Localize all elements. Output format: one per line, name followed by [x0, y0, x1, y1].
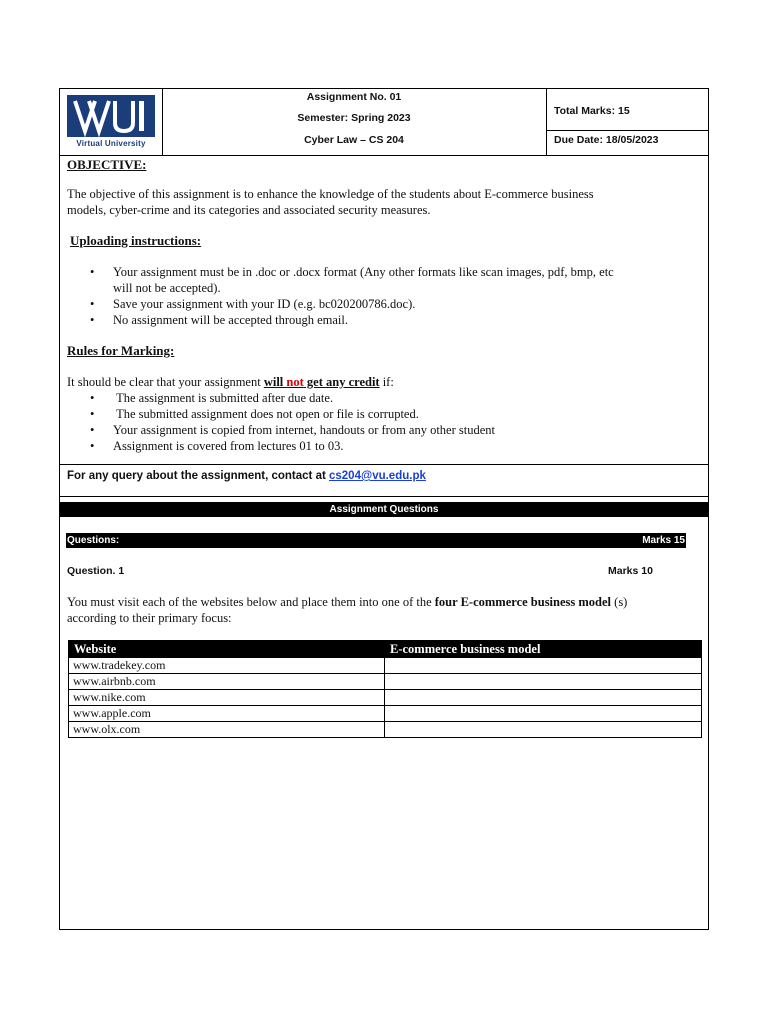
vu-logo-icon — [67, 95, 155, 137]
business-model-header: E-commerce business model — [385, 641, 702, 658]
question-1-text: You must visit each of the websites below and place them into one of the four E-commerce business model (s) — [67, 595, 628, 609]
section-divider — [60, 496, 708, 497]
question-1-text-line-2: according to their primary focus: — [67, 611, 232, 625]
semester: Semester: Spring 2023 — [297, 112, 411, 124]
list-item: • The submitted assignment does not open or file is corrupted. — [90, 406, 495, 422]
assignment-number: Assignment No. 01 — [306, 91, 402, 103]
business-model-cell[interactable] — [385, 658, 702, 674]
uploading-heading: Uploading instructions: — [70, 233, 202, 248]
questions-marks: Marks 15 — [642, 535, 685, 546]
header-table — [60, 89, 708, 156]
objective-line-1: The objective of this assignment is to enhance the knowledge of the students about E-commerce business — [67, 187, 594, 201]
query-line: For any query about the assignment, contact at cs204@vu.edu.pk — [67, 470, 426, 482]
vu-logo — [67, 95, 155, 147]
list-item: • Your assignment is copied from internet, handouts or from any other student — [90, 422, 495, 438]
section-divider — [60, 464, 708, 465]
website-header: Website — [69, 641, 385, 658]
website-cell: www.nike.com — [69, 690, 385, 706]
list-item: • Save your assignment with your ID (e.g. bc020200786.doc). — [90, 296, 614, 312]
assignment-questions-bar: Assignment Questions — [60, 502, 708, 517]
vu-logo-mark — [67, 95, 155, 137]
business-model-cell[interactable] — [385, 690, 702, 706]
total-marks: Total Marks: 15 — [554, 105, 630, 117]
due-date: Due Date: 18/05/2023 — [554, 134, 659, 146]
list-item: • Assignment is covered from lectures 01 to 03. — [90, 438, 495, 454]
website-cell: www.airbnb.com — [69, 674, 385, 690]
list-item: • Your assignment must be in .doc or .docx format (Any other formats like scan images, pdf, bmp, etc will not be accepted). — [90, 264, 614, 296]
assignment-page — [59, 88, 709, 930]
course-name: Cyber Law – CS 204 — [304, 134, 404, 146]
rules-list — [90, 390, 495, 454]
business-model-cell[interactable] — [385, 722, 702, 738]
header-info-cell — [162, 89, 547, 155]
website-cell: www.apple.com — [69, 706, 385, 722]
contact-email-link[interactable]: cs204@vu.edu.pk — [329, 470, 426, 482]
marks-cell — [546, 89, 708, 155]
table-row — [69, 706, 702, 722]
uploading-list — [90, 264, 614, 328]
questions-label: Questions: — [67, 535, 120, 546]
logo-caption: Virtual University — [76, 139, 146, 148]
questions-bar — [66, 533, 686, 548]
table-row — [69, 674, 702, 690]
rules-heading: Rules for Marking: — [67, 343, 175, 358]
table-row — [69, 722, 702, 738]
question-1-marks: Marks 10 — [608, 565, 653, 577]
not-emphasis: not — [286, 375, 304, 389]
website-cell: www.olx.com — [69, 722, 385, 738]
table-header-row — [69, 641, 702, 658]
table-row — [69, 658, 702, 674]
list-item: • No assignment will be accepted through email. — [90, 312, 614, 328]
logo-cell — [60, 89, 163, 155]
business-model-cell[interactable] — [385, 706, 702, 722]
website-cell: www.tradekey.com — [69, 658, 385, 674]
objective-line-2: models, cyber-crime and its categories and associated security measures. — [67, 203, 431, 217]
table-row — [69, 690, 702, 706]
list-item: • The assignment is submitted after due date. — [90, 390, 495, 406]
websites-table — [68, 640, 702, 738]
rules-intro: It should be clear that your assignment will not get any credit if: — [67, 375, 394, 389]
question-1-title: Question. 1 — [67, 565, 125, 577]
business-model-cell[interactable] — [385, 674, 702, 690]
marks-divider — [546, 130, 708, 131]
objective-heading: OBJECTIVE: — [67, 157, 147, 172]
